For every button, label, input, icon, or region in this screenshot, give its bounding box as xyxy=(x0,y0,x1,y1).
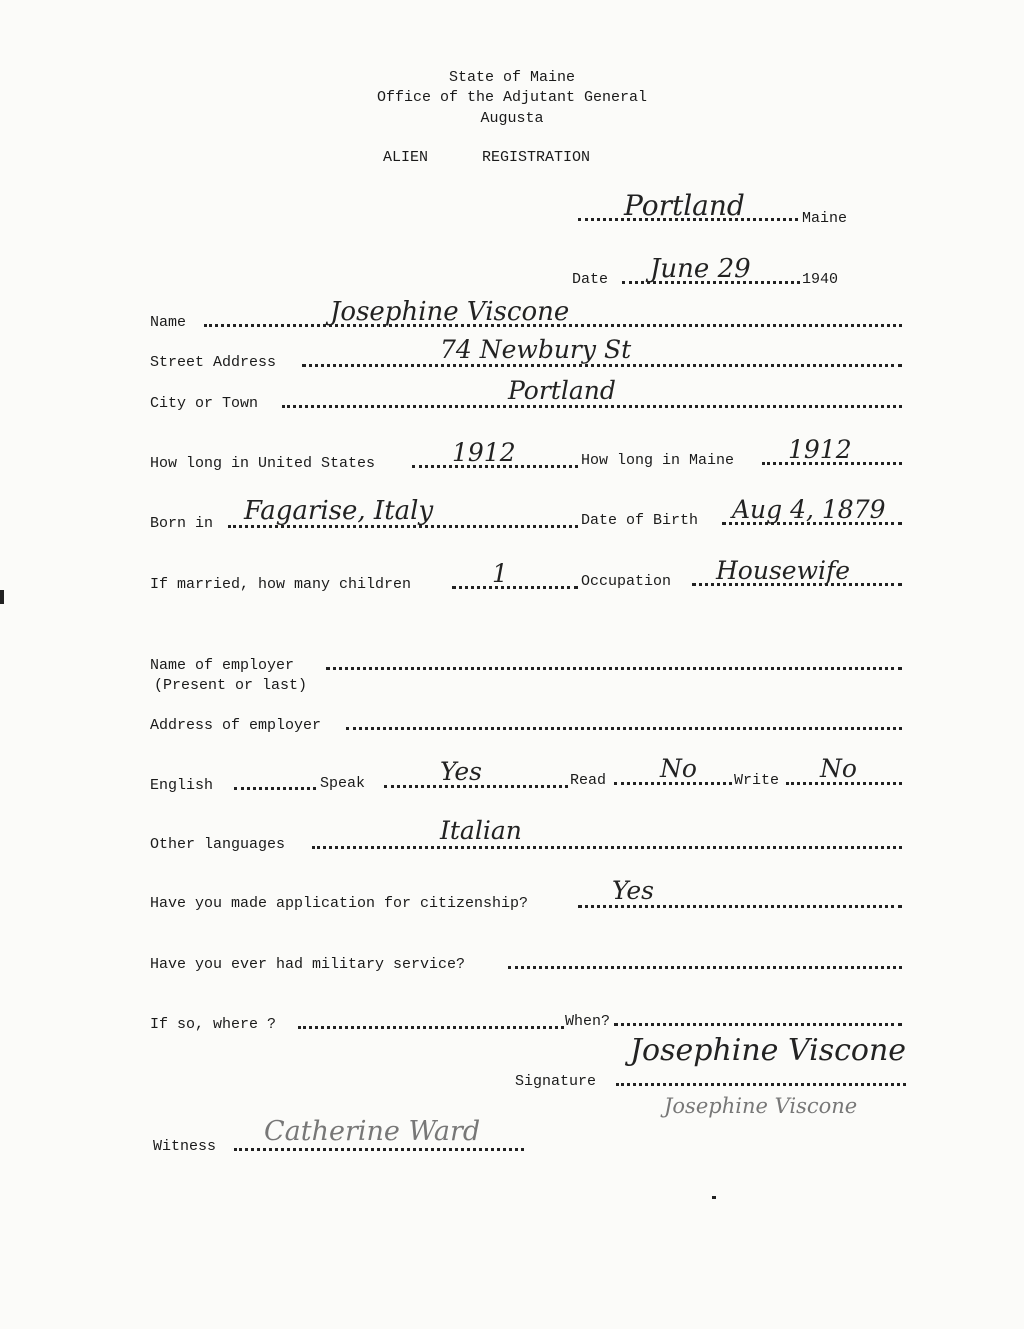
born-value: Fagarise, Italy xyxy=(244,496,434,526)
street-label: Street Address xyxy=(150,354,277,371)
header-state: State of Maine xyxy=(448,69,576,86)
citizenship-value: Yes xyxy=(612,876,654,905)
other-languages-value: Italian xyxy=(440,816,522,845)
where-line xyxy=(298,1026,564,1029)
english-line xyxy=(234,787,316,790)
us-years-label: How long in United States xyxy=(150,455,376,472)
location-value: Portland xyxy=(624,189,745,222)
witness-label: Witness xyxy=(153,1138,217,1155)
write-label: Write xyxy=(734,772,780,789)
scan-speck xyxy=(712,1196,716,1199)
children-line xyxy=(452,586,578,589)
citizenship-label: Have you made application for citizenship? xyxy=(150,895,529,912)
street-line xyxy=(302,364,902,367)
dob-value: Aug 4, 1879 xyxy=(732,495,886,524)
date-value: June 29 xyxy=(650,254,751,284)
city-value: Portland xyxy=(508,376,616,405)
maine-years-label: How long in Maine xyxy=(581,452,735,469)
signature-line xyxy=(616,1083,906,1086)
employer-label: Name of employer xyxy=(150,657,295,674)
when-label: When? xyxy=(565,1013,611,1030)
form-title-registration: REGISTRATION xyxy=(482,149,591,166)
signature-value: Josephine Viscone xyxy=(630,1033,907,1068)
maine-years-value: 1912 xyxy=(788,435,852,464)
children-label: If married, how many children xyxy=(150,576,412,593)
military-label: Have you ever had military service? xyxy=(150,956,466,973)
header-office: Office of the Adjutant General xyxy=(376,89,648,106)
speak-label: Speak xyxy=(320,775,366,792)
dob-label: Date of Birth xyxy=(581,512,699,529)
form-title-alien: ALIEN xyxy=(383,149,429,166)
signature-label: Signature xyxy=(515,1073,597,1090)
city-label: City or Town xyxy=(150,395,259,412)
other-languages-label: Other languages xyxy=(150,836,286,853)
name-value: Josephine Viscone xyxy=(330,297,570,327)
employer-address-label: Address of employer xyxy=(150,717,322,734)
city-line xyxy=(282,405,902,408)
employer-line xyxy=(326,667,902,670)
employer-address-line xyxy=(346,727,902,730)
street-value: 74 Newbury St xyxy=(440,335,632,364)
occupation-label: Occupation xyxy=(581,573,672,590)
occupation-value: Housewife xyxy=(716,556,851,585)
read-value: No xyxy=(660,754,697,783)
date-year: 1940 xyxy=(802,271,839,288)
other-languages-line xyxy=(312,846,902,849)
military-line xyxy=(508,966,902,969)
english-label: English xyxy=(150,777,214,794)
when-line xyxy=(614,1023,902,1026)
scan-mark xyxy=(0,590,4,604)
read-label: Read xyxy=(570,772,607,789)
speak-value: Yes xyxy=(440,757,482,786)
date-label: Date xyxy=(572,271,609,288)
location-suffix: Maine xyxy=(802,210,848,227)
name-label: Name xyxy=(150,314,187,331)
us-years-value: 1912 xyxy=(452,438,516,467)
write-value: No xyxy=(820,754,857,783)
citizenship-line xyxy=(578,905,902,908)
where-label: If so, where ? xyxy=(150,1016,277,1033)
born-label: Born in xyxy=(150,515,214,532)
signature-typed: Josephine Viscone xyxy=(664,1094,858,1118)
witness-value: Catherine Ward xyxy=(264,1116,481,1147)
header-city: Augusta xyxy=(480,110,544,127)
employer-sublabel: (Present or last) xyxy=(154,677,308,694)
children-value: 1 xyxy=(492,559,508,588)
witness-line xyxy=(234,1148,524,1151)
